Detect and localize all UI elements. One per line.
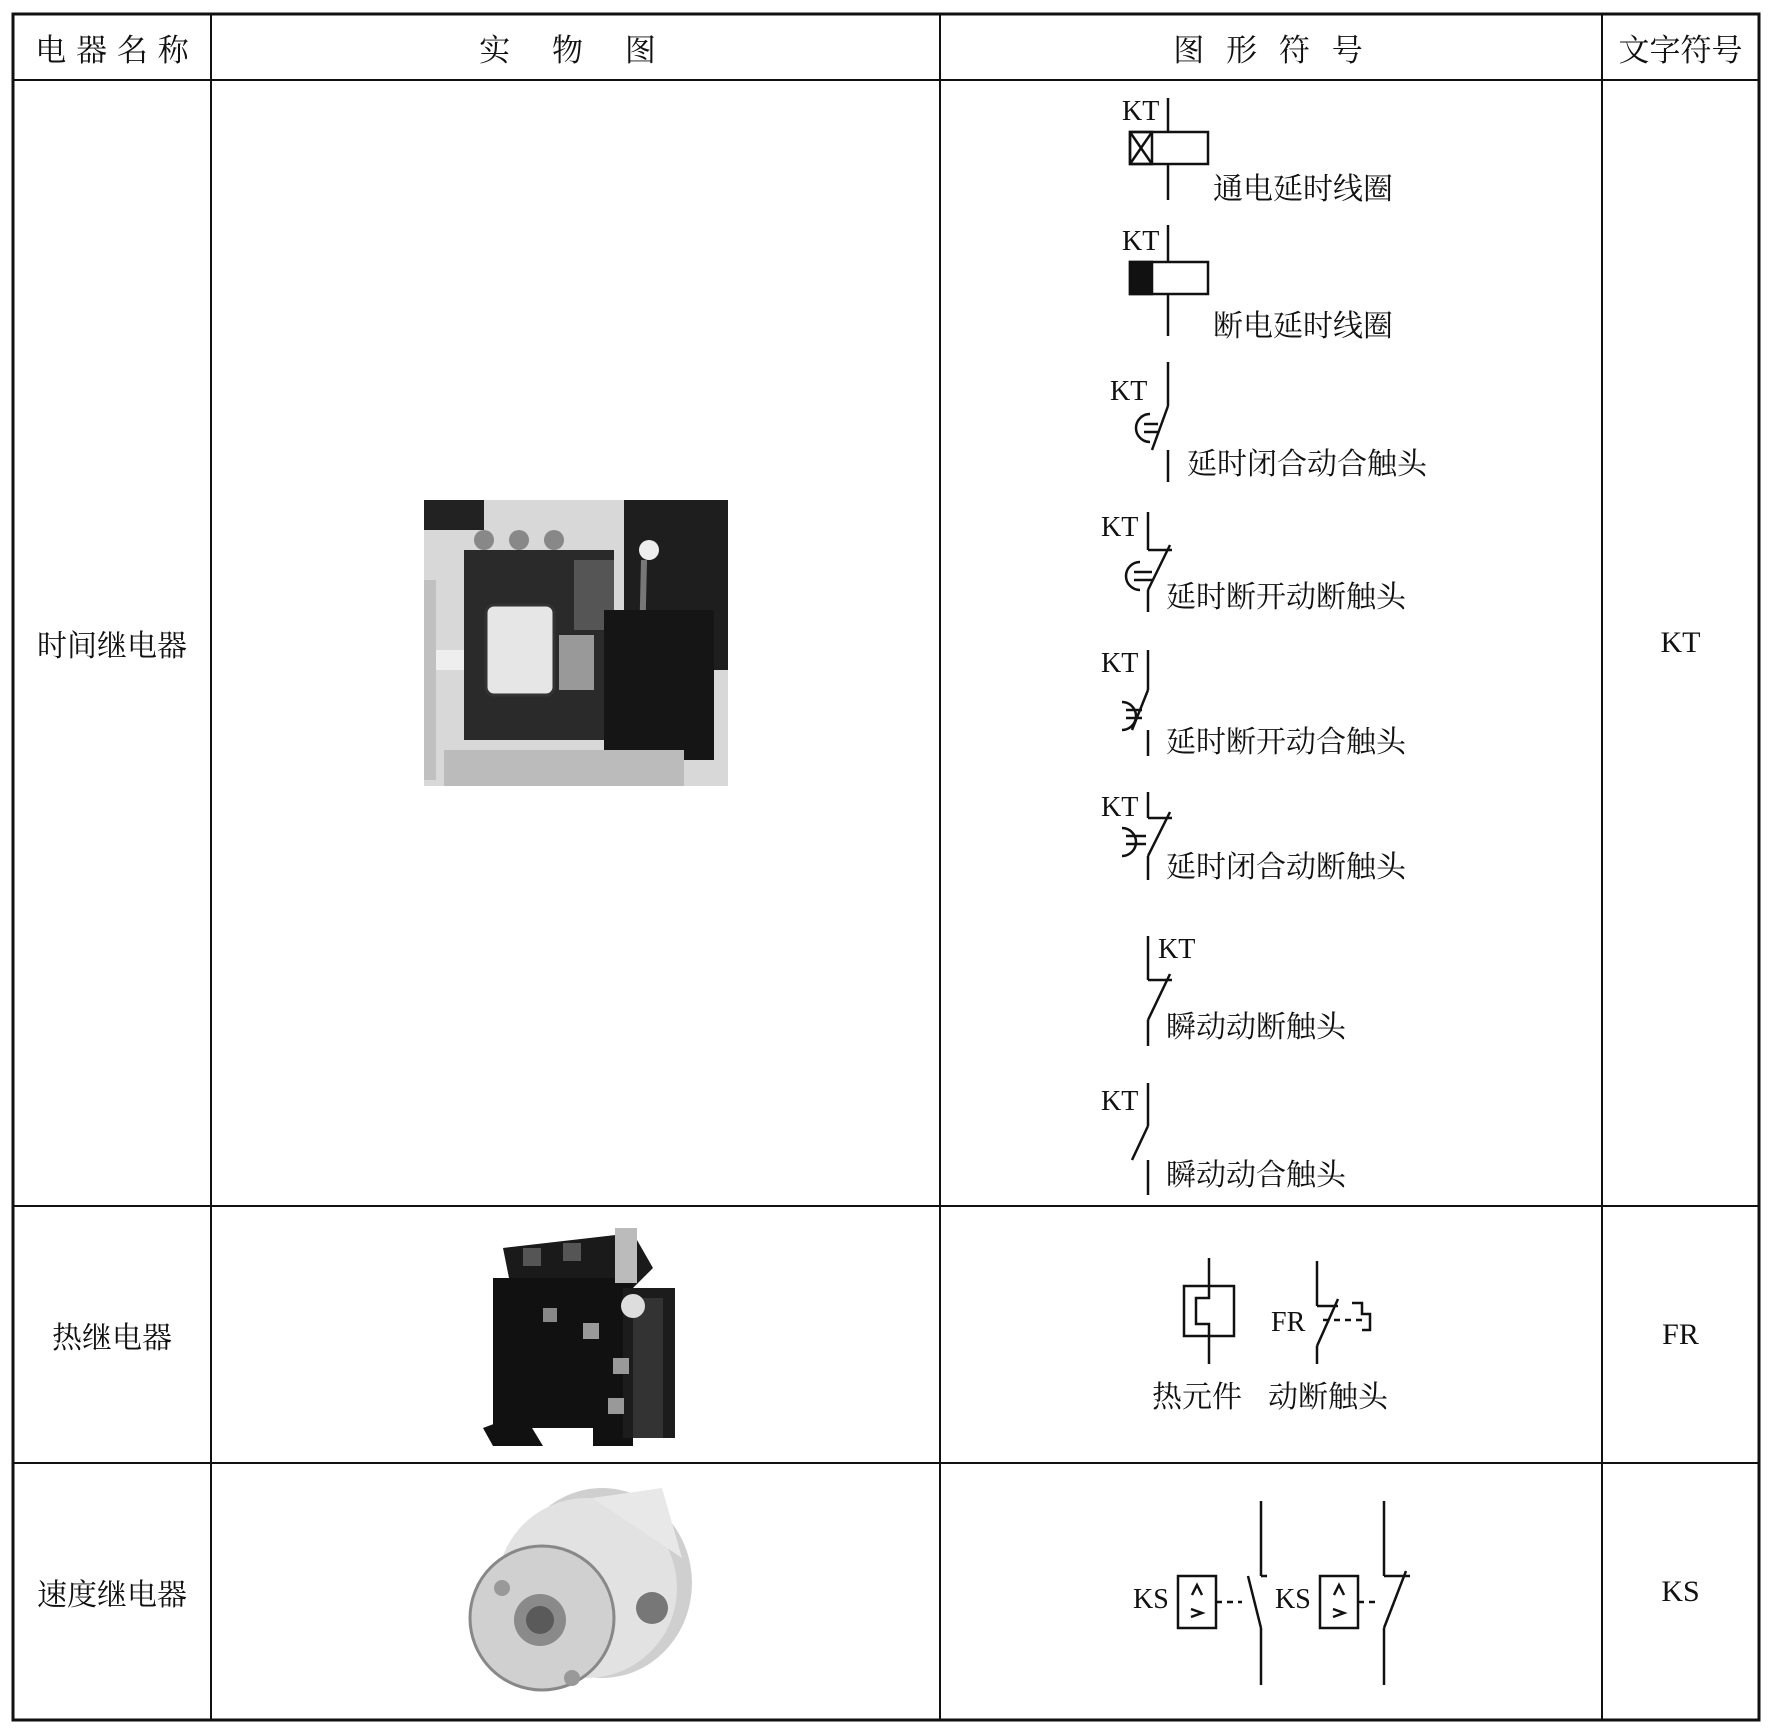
symbol-tag: KT — [1122, 226, 1160, 257]
symbol-label: 延时闭合动合触头 — [1187, 447, 1427, 482]
symbol-tag: KT — [1101, 792, 1139, 823]
symbol-tag: FR — [1271, 1307, 1306, 1338]
row-name-speed-relay: 速度继电器 — [37, 1577, 187, 1613]
row-code-time-relay: KT — [1660, 626, 1701, 659]
symbol-label: 延时闭合动断触头 — [1166, 850, 1406, 885]
symbol-tag: KS — [1275, 1584, 1311, 1615]
time-relay-photo — [424, 500, 728, 786]
row-code-thermal-relay: FR — [1662, 1317, 1699, 1351]
symbol-tag: KT — [1158, 934, 1196, 965]
row-name-thermal-relay: 热继电器 — [52, 1320, 172, 1356]
header-name: 电 器 名 称 — [35, 32, 189, 69]
row-code-speed-relay: KS — [1661, 1574, 1700, 1608]
symbol-tag: KT — [1101, 512, 1139, 543]
header-photo: 实 物 图 — [479, 32, 672, 69]
symbol-tag: KT — [1101, 1086, 1139, 1117]
symbol-tag: KT — [1101, 648, 1139, 679]
symbol-label: 热元件 — [1152, 1380, 1242, 1415]
symbol-label: 动断触头 — [1268, 1380, 1388, 1415]
symbol-label: 延时断开动断触头 — [1166, 580, 1406, 615]
symbol-label: 瞬动动合触头 — [1166, 1158, 1346, 1193]
header-code: 文字符号 — [1618, 32, 1743, 69]
speed-relay-symbols — [940, 1463, 1602, 1720]
speed-relay-contact-symbol-2 — [1320, 1501, 1410, 1685]
symbol-label: 延时断开动合触头 — [1166, 725, 1406, 760]
speed-relay-photo — [462, 1478, 692, 1708]
symbol-label: 断电延时线圈 — [1213, 309, 1393, 344]
thermal-relay-photo — [483, 1228, 675, 1446]
speed-relay-contact-symbol-1 — [1178, 1501, 1267, 1685]
symbol-tag: KT — [1122, 96, 1160, 127]
thermal-nc-contact-symbol — [1317, 1261, 1370, 1364]
header-symbol: 图 形 符 号 — [1173, 32, 1369, 69]
symbol-label: 瞬动动断触头 — [1166, 1010, 1346, 1045]
thermal-element-symbol — [1184, 1258, 1234, 1364]
symbol-tag: KT — [1110, 376, 1148, 407]
symbol-tag: KS — [1133, 1584, 1169, 1615]
row-name-time-relay: 时间继电器 — [37, 629, 187, 664]
symbol-label: 通电延时线圈 — [1213, 172, 1393, 207]
